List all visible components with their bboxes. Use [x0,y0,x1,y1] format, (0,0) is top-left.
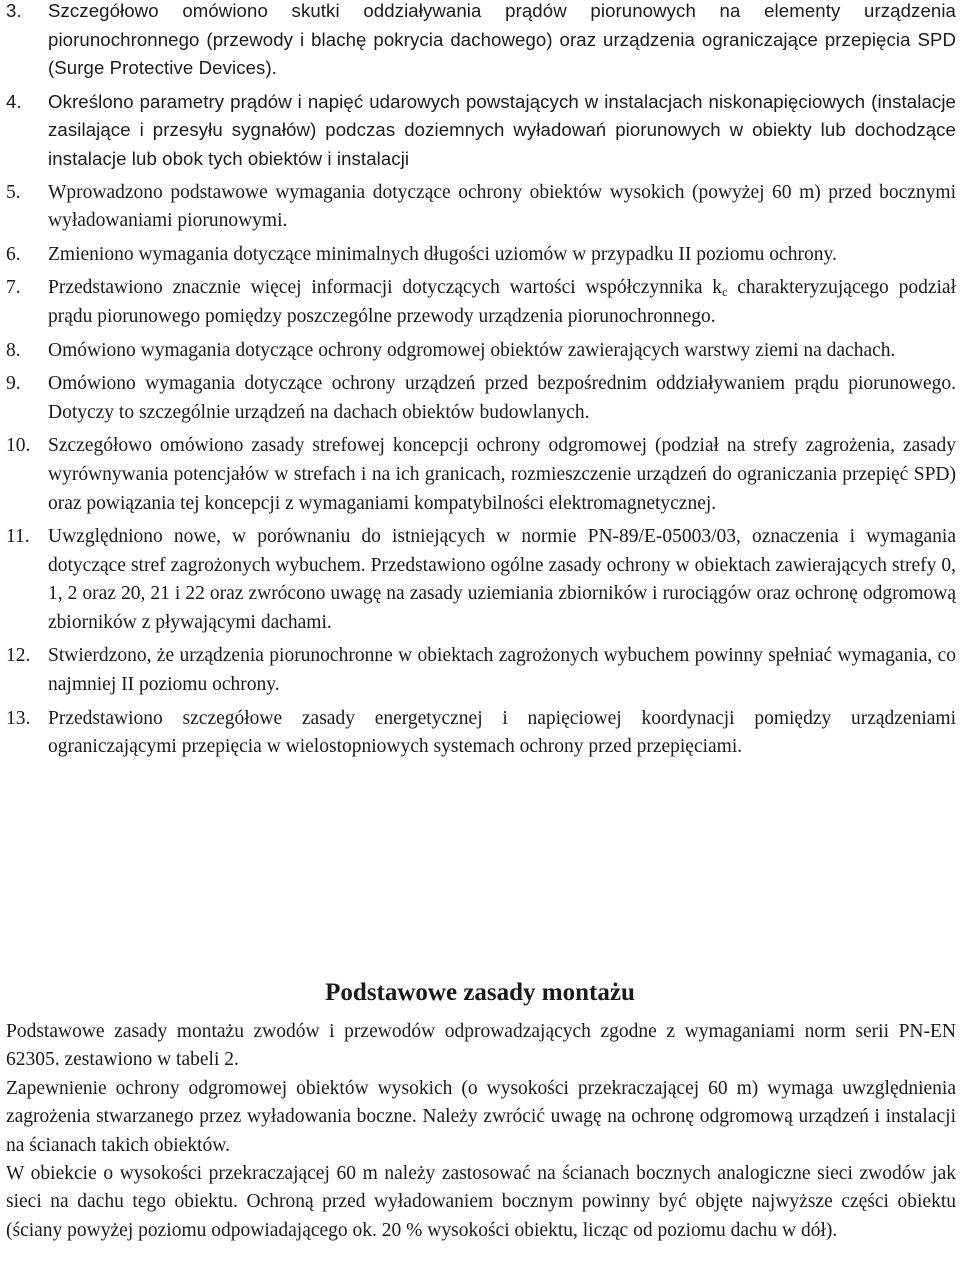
list-item-text: Uwzględniono nowe, w porównaniu do istniejących w normie PN-89/E-05003/03, oznaczenia i wymagania dotyczące stref zagrożonych wybuchem. Przedstawiono ogólne zasady ochrony w obiektach zawierających strefy 0, 1, 2 oraz 20, 21 i 22 oraz zwrócono uwagę na zasady uziemiania zbiorników i rurociągów oraz ochronę odgromową zbiorników z pływającymi dachami. [48,526,956,633]
section-heading: Podstawowe zasady montażu [325,979,635,1006]
list-item-number: 7. [6,277,21,299]
list-item [6,179,956,236]
paragraph: Podstawowe zasady montażu zwodów i przewodów odprowadzających zgodne z wymaganiami norm serii PN-EN 62305. zestawiono w tabeli 2. [6,1021,956,1071]
list-item [6,642,956,699]
list-item [6,241,956,270]
list-item-number: 13. [6,707,31,729]
list-item [6,0,956,83]
list-item-number: 3. [6,0,22,21]
list-item [6,370,956,427]
coefficient-subscript: c [722,285,728,300]
numbered-list [6,0,956,767]
list-item [6,523,956,637]
list-item-text: Wprowadzono podstawowe wymagania dotyczące ochrony obiektów wysokich (powyżej 60 m) przed bocznymi wyładowaniami piorunowymi. [48,181,956,232]
list-item-number: 6. [6,243,21,265]
list-item-text: Przedstawiono znacznie więcej informacji dotyczących wartości współczynnika k [48,277,723,299]
paragraph: W obiekcie o wysokości przekraczającej 60 m należy zastosować na ścianach bocznych analogiczne sieci zwodów jak sieci na dachu tego obiektu. Ochroną przed wyładowaniem bocznym powinny być objęte najwyższe części obiektu (ściany powyżej poziomu odpowiadającego ok. 20 % wysokości obiektu, licząc od poziomu dachu w dół). [6,1163,956,1241]
list-item-number: 10. [6,435,31,457]
list-item-number: 4. [6,90,22,112]
list-item-text: Przedstawiono szczegółowe zasady energetycznej i napięciowej koordynacji pomiędzy urządzeniami ograniczającymi przepięcia w wielostopniowych systemach ochrony przed przepięciami. [48,707,956,758]
list-item-text: Zmieniono wymagania dotyczące minimalnych długości uziomów w przypadku II poziomu ochrony. [48,243,837,265]
list-item-text: Omówiono wymagania dotyczące ochrony odgromowej obiektów zawierających warstwy ziemi na dachach. [48,339,896,361]
list-item-number: 5. [6,181,21,203]
list-item-text: Szczegółowo omówiono zasady strefowej koncepcji ochrony odgromowej (podział na strefy zagrożenia, zasady wyrównywania potencjałów w strefach i na ich granicach, rozmieszczenie urządzeń do ograniczania przepięć SPD) oraz powiązania tej koncepcji z wymaganiami kompatybilności elektromagnetycznej. [48,435,956,514]
list-item-text-continued: charakteryzującego podział prądu piorunowego pomiędzy poszczególne przewody urządzenia piorunochronnego. [48,277,956,327]
list-item-number: 12. [6,645,31,667]
list-item-number: 9. [6,373,21,395]
list-item-number: 8. [6,339,21,361]
list-item-text: Stwierdzono, że urządzenia piorunochronne w obiektach zagrożonych wybuchem powinny spełniać wymagania, co najmniej II poziomu ochrony. [48,645,956,696]
list-item-text: Określono parametry prądów i napięć udarowych powstających w instalacjach niskonapięciowych (instalacje zasilające i przesyłu sygnałów) podczas doziemnych wyładowań piorunowych w obiekty lub dochodzące instalacje lub obok tych obiektów i instalacji [48,90,956,169]
list-item [6,337,956,366]
list-item-number: 11. [6,526,30,548]
list-item-text: Omówiono wymagania dotyczące ochrony urządzeń przed bezpośrednim oddziaływaniem prądu piorunowego. Dotyczy to szczególnie urządzeń na dachach obiektów budowlanych. [48,373,956,423]
list-item [6,705,956,762]
list-item-text: Szczegółowo omówiono skutki oddziaływania prądów piorunowych na elementy urządzenia piorunochronnego (przewody i blachę pokrycia dachowego) oraz urządzenia ograniczające przepięcia SPD (Surge Protective Devices). [48,0,956,79]
paragraph: Zapewnienie ochrony odgromowej obiektów wysokich (o wysokości przekraczającej 60 m) wymaga uwzględnienia zagrożenia stwarzanego przez wyładowania boczne. Należy zwrócić uwagę na ochronę odgromową urządzeń i instalacji na ścianach takich obiektów. [6,1077,956,1156]
section-body [6,1018,956,1245]
list-item [6,432,956,518]
list-item [6,274,956,331]
list-item [6,88,956,174]
